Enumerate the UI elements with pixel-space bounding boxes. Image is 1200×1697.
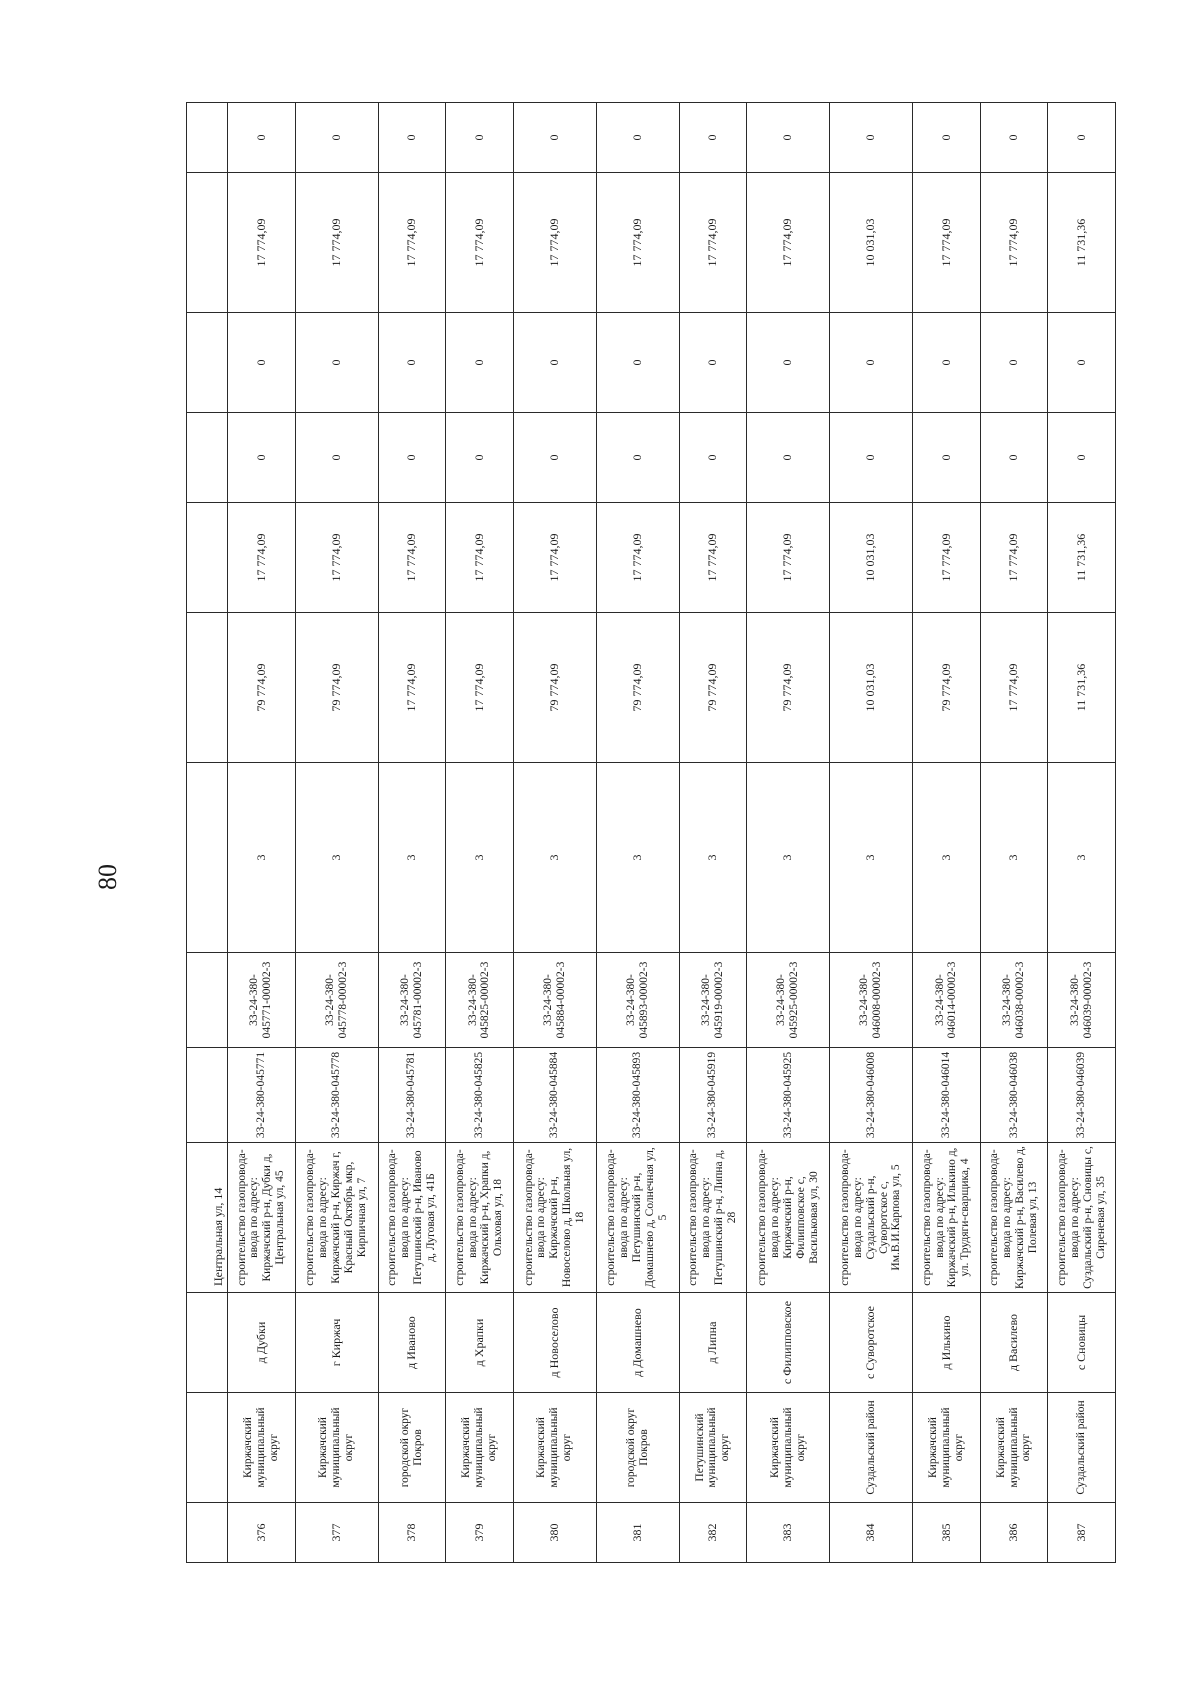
object-description-cell: строительство газопровода-ввода по адресу: Петушинский р-н, Домашнево д, Солнечная ул, 5 <box>596 1143 679 1293</box>
row-number-cell: 381 <box>596 1503 679 1563</box>
locality-cell: д Новоселово <box>513 1293 596 1393</box>
object-description-cell: строительство газопровода-ввода по адресу: Киржачский р-н, Дубки д, Центральная ул, 45 <box>228 1143 296 1293</box>
amount-cell: 17 774,09 <box>596 173 679 313</box>
object-description-cell: строительство газопровода-ввода по адресу: Петушинский р-н, Липна д, 28 <box>679 1143 747 1293</box>
row-number-cell: 376 <box>228 1503 296 1563</box>
zero-cell: 0 <box>513 103 596 173</box>
district-cell: Киржачский муниципальный округ <box>513 1393 596 1503</box>
amount-cell: 17 774,09 <box>679 173 747 313</box>
amount-cell: 17 774,09 <box>378 613 446 763</box>
continuation-cell <box>187 1048 228 1143</box>
zero-cell: 0 <box>747 313 830 413</box>
amount-cell: 17 774,09 <box>228 173 296 313</box>
locality-cell: д Дубки <box>228 1293 296 1393</box>
amount-cell: 17 774,09 <box>446 503 514 613</box>
continuation-cell <box>187 173 228 313</box>
zero-cell: 0 <box>295 413 378 503</box>
object-id-cell: 33-24-380-046038-00002-3 <box>980 953 1048 1048</box>
district-cell: Киржачский муниципальный округ <box>913 1393 981 1503</box>
amount-cell: 10 031,03 <box>830 503 913 613</box>
zero-cell: 0 <box>913 313 981 413</box>
zero-cell: 0 <box>446 313 514 413</box>
continuation-cell <box>187 413 228 503</box>
object-description-cell: строительство газопровода-ввода по адресу: Петушинский р-н, Иваново д, Луговая ул, 41Б <box>378 1143 446 1293</box>
object-code-cell: 33-24-380-046014 <box>913 1048 981 1143</box>
object-code-cell: 33-24-380-046038 <box>980 1048 1048 1143</box>
category-cell: 3 <box>679 763 747 953</box>
zero-cell: 0 <box>913 413 981 503</box>
amount-cell: 17 774,09 <box>228 503 296 613</box>
table-row <box>830 103 913 1563</box>
zero-cell: 0 <box>1048 413 1116 503</box>
district-cell: Петушинский муниципальный округ <box>679 1393 747 1503</box>
amount-cell: 17 774,09 <box>980 173 1048 313</box>
amount-cell: 17 774,09 <box>913 503 981 613</box>
continuation-cell <box>187 953 228 1048</box>
amount-cell: 17 774,09 <box>295 173 378 313</box>
amount-cell: 11 731,36 <box>1048 503 1116 613</box>
zero-cell: 0 <box>228 313 296 413</box>
amount-cell: 10 031,03 <box>830 613 913 763</box>
object-code-cell: 33-24-380-045919 <box>679 1048 747 1143</box>
category-cell: 3 <box>513 763 596 953</box>
row-number-cell: 384 <box>830 1503 913 1563</box>
district-cell: городской округ Покров <box>378 1393 446 1503</box>
amount-cell: 79 774,09 <box>679 613 747 763</box>
amount-cell: 10 031,03 <box>830 173 913 313</box>
zero-cell: 0 <box>446 413 514 503</box>
category-cell: 3 <box>446 763 514 953</box>
zero-cell: 0 <box>830 413 913 503</box>
continuation-cell <box>187 613 228 763</box>
zero-cell: 0 <box>295 103 378 173</box>
amount-cell: 17 774,09 <box>446 613 514 763</box>
continuation-cell <box>187 503 228 613</box>
zero-cell: 0 <box>228 103 296 173</box>
object-code-cell: 33-24-380-046008 <box>830 1048 913 1143</box>
row-number-cell: 377 <box>295 1503 378 1563</box>
district-cell: Суздальский район <box>1048 1393 1116 1503</box>
zero-cell: 0 <box>747 413 830 503</box>
object-description-cell: строительство газопровода-ввода по адресу: Суздальский р-н, Суворотское с, Им.В.И.Карпова ул, 5 <box>830 1143 913 1293</box>
amount-cell: 17 774,09 <box>747 173 830 313</box>
category-cell: 3 <box>830 763 913 953</box>
object-id-cell: 33-24-380-045771-00002-3 <box>228 953 296 1048</box>
continuation-row <box>187 103 228 1563</box>
object-description-cell: строительство газопровода-ввода по адресу: Киржачский р-н, Филипповское с, Васильковая ул, 30 <box>747 1143 830 1293</box>
row-number-cell: 379 <box>446 1503 514 1563</box>
table-row <box>679 103 747 1563</box>
amount-cell: 17 774,09 <box>980 503 1048 613</box>
object-code-cell: 33-24-380-045825 <box>446 1048 514 1143</box>
continuation-cell <box>187 1393 228 1503</box>
continuation-cell <box>187 763 228 953</box>
category-cell: 3 <box>228 763 296 953</box>
object-description-cell: строительство газопровода-ввода по адресу: Киржачский р-н, Новоселово д, Школьная ул, 18 <box>513 1143 596 1293</box>
zero-cell: 0 <box>679 413 747 503</box>
table-row <box>513 103 596 1563</box>
locality-cell: с Суворотское <box>830 1293 913 1393</box>
locality-cell: д Домашнево <box>596 1293 679 1393</box>
category-cell: 3 <box>295 763 378 953</box>
object-id-cell: 33-24-380-045884-00002-3 <box>513 953 596 1048</box>
continuation-cell <box>187 103 228 173</box>
object-id-cell: 33-24-380-045925-00002-3 <box>747 953 830 1048</box>
amount-cell: 17 774,09 <box>378 173 446 313</box>
category-cell: 3 <box>980 763 1048 953</box>
district-cell: Суздальский район <box>830 1393 913 1503</box>
zero-cell: 0 <box>596 313 679 413</box>
table-row <box>228 103 296 1563</box>
table-row <box>980 103 1048 1563</box>
row-number-cell: 378 <box>378 1503 446 1563</box>
zero-cell: 0 <box>1048 313 1116 413</box>
locality-cell: с Сновицы <box>1048 1293 1116 1393</box>
object-id-cell: 33-24-380-046008-00002-3 <box>830 953 913 1048</box>
amount-cell: 17 774,09 <box>513 173 596 313</box>
object-description-cell: строительство газопровода-ввода по адресу: Суздальский р-н, Сновицы с, Сиреневая ул, 35 <box>1048 1143 1116 1293</box>
table-row <box>378 103 446 1563</box>
object-id-cell: 33-24-380-045778-00002-3 <box>295 953 378 1048</box>
object-code-cell: 33-24-380-045925 <box>747 1048 830 1143</box>
zero-cell: 0 <box>830 313 913 413</box>
table-row <box>747 103 830 1563</box>
locality-cell: д Липна <box>679 1293 747 1393</box>
continuation-cell <box>187 1503 228 1563</box>
district-cell: Киржачский муниципальный округ <box>980 1393 1048 1503</box>
row-number-cell: 387 <box>1048 1503 1116 1563</box>
object-id-cell: 33-24-380-046014-00002-3 <box>913 953 981 1048</box>
row-number-cell: 383 <box>747 1503 830 1563</box>
amount-cell: 79 774,09 <box>913 613 981 763</box>
category-cell: 3 <box>596 763 679 953</box>
amount-cell: 17 774,09 <box>913 173 981 313</box>
district-cell: Киржачский муниципальный округ <box>446 1393 514 1503</box>
amount-cell: 79 774,09 <box>747 613 830 763</box>
locality-cell: д Василево <box>980 1293 1048 1393</box>
district-cell: Киржачский муниципальный округ <box>295 1393 378 1503</box>
object-description-cell: строительство газопровода-ввода по адресу: Киржачский р-н, Илькино д, ул. Трудяги-сварщика, 4 <box>913 1143 981 1293</box>
amount-cell: 17 774,09 <box>980 613 1048 763</box>
zero-cell: 0 <box>679 313 747 413</box>
district-cell: городской округ Покров <box>596 1393 679 1503</box>
district-cell: Киржачский муниципальный округ <box>228 1393 296 1503</box>
continuation-cell <box>187 1293 228 1393</box>
zero-cell: 0 <box>295 313 378 413</box>
zero-cell: 0 <box>378 103 446 173</box>
zero-cell: 0 <box>378 413 446 503</box>
object-id-cell: 33-24-380-045825-00002-3 <box>446 953 514 1048</box>
object-id-cell: 33-24-380-045781-00002-3 <box>378 953 446 1048</box>
amount-cell: 79 774,09 <box>596 613 679 763</box>
locality-cell: с Филипповское <box>747 1293 830 1393</box>
object-code-cell: 33-24-380-046039 <box>1048 1048 1116 1143</box>
amount-cell: 17 774,09 <box>679 503 747 613</box>
row-number-cell: 385 <box>913 1503 981 1563</box>
zero-cell: 0 <box>980 413 1048 503</box>
locality-cell: д Храпки <box>446 1293 514 1393</box>
object-id-cell: 33-24-380-045893-00002-3 <box>596 953 679 1048</box>
category-cell: 3 <box>747 763 830 953</box>
category-cell: 3 <box>378 763 446 953</box>
object-code-cell: 33-24-380-045781 <box>378 1048 446 1143</box>
zero-cell: 0 <box>913 103 981 173</box>
object-code-cell: 33-24-380-045778 <box>295 1048 378 1143</box>
object-description-cell: строительство газопровода-ввода по адресу: Киржачский р-н, Храпки д, Ольховая ул, 18 <box>446 1143 514 1293</box>
object-code-cell: 33-24-380-045771 <box>228 1048 296 1143</box>
page-number: 80 <box>93 864 122 890</box>
category-cell: 3 <box>913 763 981 953</box>
district-cell: Киржачский муниципальный округ <box>747 1393 830 1503</box>
amount-cell: 79 774,09 <box>228 613 296 763</box>
table-row <box>446 103 514 1563</box>
zero-cell: 0 <box>378 313 446 413</box>
amount-cell: 17 774,09 <box>446 173 514 313</box>
zero-cell: 0 <box>679 103 747 173</box>
amount-cell: 79 774,09 <box>513 613 596 763</box>
amount-cell: 79 774,09 <box>295 613 378 763</box>
table-row <box>295 103 378 1563</box>
zero-cell: 0 <box>513 413 596 503</box>
locality-cell: г Киржач <box>295 1293 378 1393</box>
object-id-cell: 33-24-380-046039-00002-3 <box>1048 953 1116 1048</box>
zero-cell: 0 <box>747 103 830 173</box>
object-code-cell: 33-24-380-045884 <box>513 1048 596 1143</box>
zero-cell: 0 <box>446 103 514 173</box>
zero-cell: 0 <box>1048 103 1116 173</box>
row-number-cell: 380 <box>513 1503 596 1563</box>
continuation-cell <box>187 313 228 413</box>
zero-cell: 0 <box>980 313 1048 413</box>
amount-cell: 17 774,09 <box>513 503 596 613</box>
table-row <box>1048 103 1116 1563</box>
object-code-cell: 33-24-380-045893 <box>596 1048 679 1143</box>
zero-cell: 0 <box>228 413 296 503</box>
table-row <box>913 103 981 1563</box>
continuation-address: Центральная ул, 14 <box>187 1143 228 1293</box>
zero-cell: 0 <box>596 413 679 503</box>
rotated-table-wrapper <box>186 134 1116 1563</box>
zero-cell: 0 <box>596 103 679 173</box>
zero-cell: 0 <box>980 103 1048 173</box>
object-description-cell: строительство газопровода-ввода по адресу: Киржачский р-н, Киржач г, Красный Октябрь мкр, Кирпичная ул, 7 <box>295 1143 378 1293</box>
amount-cell: 17 774,09 <box>378 503 446 613</box>
locality-cell: д Илькино <box>913 1293 981 1393</box>
zero-cell: 0 <box>830 103 913 173</box>
zero-cell: 0 <box>513 313 596 413</box>
row-number-cell: 382 <box>679 1503 747 1563</box>
amount-cell: 17 774,09 <box>747 503 830 613</box>
object-description-cell: строительство газопровода-ввода по адресу: Киржачский р-н, Василево д, Полевая ул, 13 <box>980 1143 1048 1293</box>
row-number-cell: 386 <box>980 1503 1048 1563</box>
amount-cell: 17 774,09 <box>295 503 378 613</box>
category-cell: 3 <box>1048 763 1116 953</box>
register-table <box>186 102 1116 1563</box>
object-id-cell: 33-24-380-045919-00002-3 <box>679 953 747 1048</box>
amount-cell: 11 731,36 <box>1048 613 1116 763</box>
table-row <box>596 103 679 1563</box>
locality-cell: д Иваново <box>378 1293 446 1393</box>
amount-cell: 17 774,09 <box>596 503 679 613</box>
amount-cell: 11 731,36 <box>1048 173 1116 313</box>
